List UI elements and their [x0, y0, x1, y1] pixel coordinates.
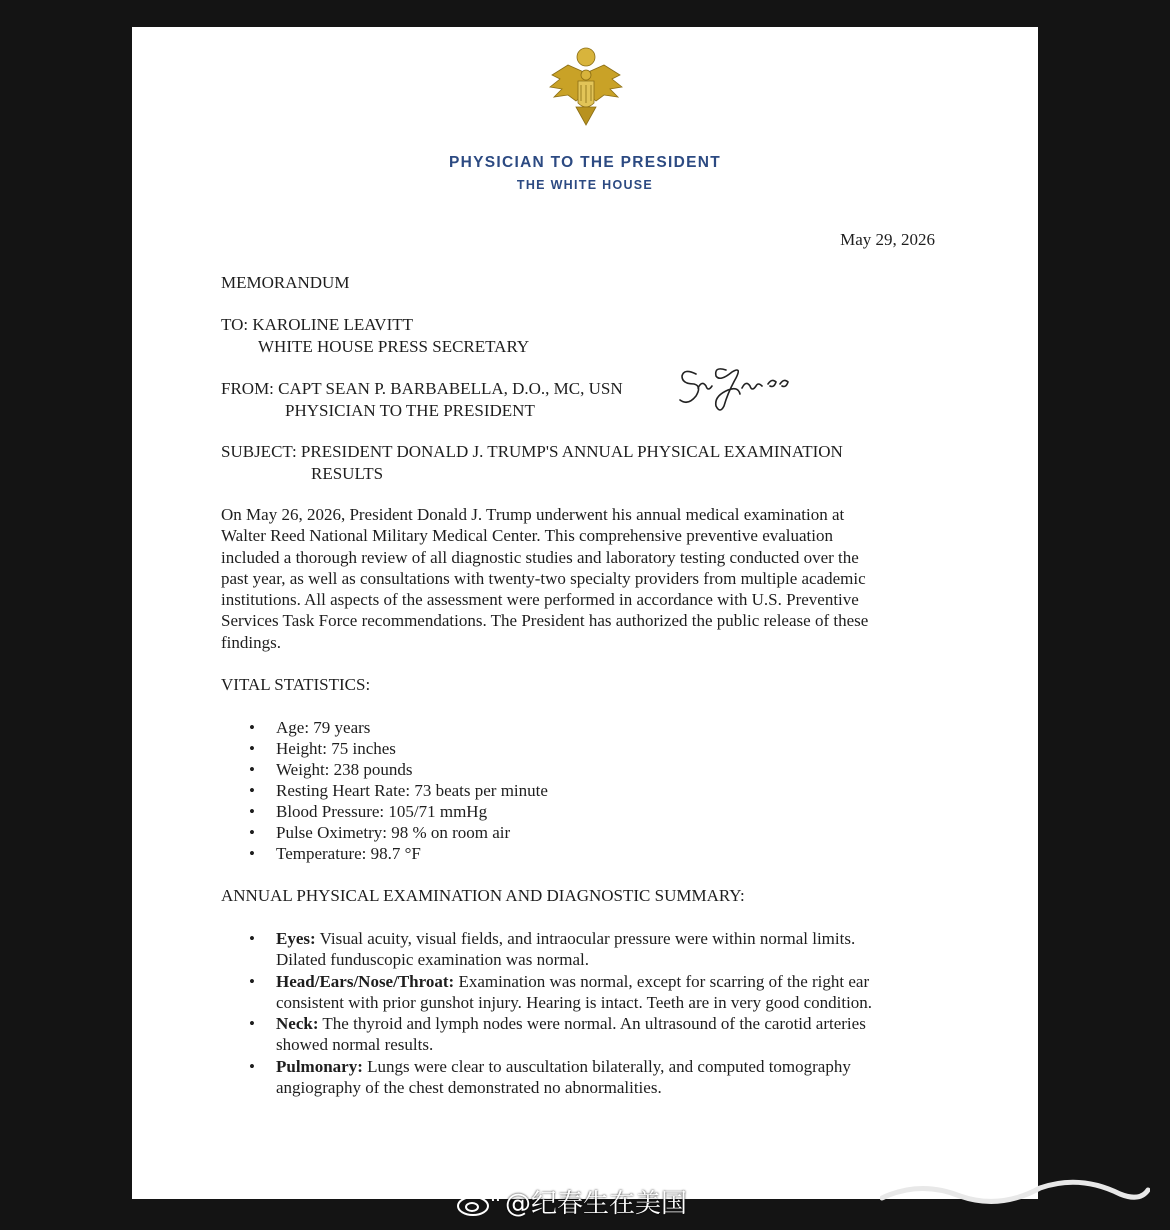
list-item	[221, 801, 548, 822]
list-item	[221, 717, 548, 738]
presidential-seal-icon	[546, 45, 626, 127]
subject-line-continued: RESULTS	[311, 464, 384, 483]
memo-label: MEMORANDUM	[221, 273, 350, 292]
exam-text-continued: angiography of the chest demonstrated no abnormalities.	[276, 1078, 662, 1098]
bullet-icon: •	[249, 1014, 255, 1034]
list-item	[221, 738, 548, 759]
memo-date: May 29, 2026	[840, 230, 935, 249]
exam-text-continued: consistent with prior gunshot injury. Hearing is intact. Teeth are in very good condition.	[276, 992, 873, 1012]
weibo-watermark	[455, 1183, 687, 1220]
list-item	[221, 928, 872, 971]
intro-line: Walter Reed National Military Medical Center. This comprehensive preventive evaluation	[221, 526, 834, 546]
list-item	[221, 822, 548, 843]
subject-line: SUBJECT: PRESIDENT DONALD J. TRUMP'S ANNUAL PHYSICAL EXAMINATION	[221, 442, 843, 461]
list-item	[221, 1056, 872, 1099]
vitals-list	[221, 717, 548, 864]
exam-label: Head/Ears/Nose/Throat:	[276, 971, 455, 991]
vitals-heading: VITAL STATISTICS:	[221, 675, 371, 694]
vital-text: Age: 79 years	[276, 718, 371, 737]
vital-text: Blood Pressure: 105/71 mmHg	[276, 802, 488, 821]
intro-line: Services Task Force recommendations. The President has authorized the public release of these	[221, 611, 869, 631]
intro-line: included a thorough review of all diagnostic studies and laboratory testing conducted over the	[221, 547, 859, 567]
exam-text: Lungs were clear to auscultation bilaterally, and computed tomography	[362, 1056, 851, 1076]
list-item	[221, 971, 872, 1014]
to-line: TO: KAROLINE LEAVITT	[221, 315, 414, 334]
intro-paragraph	[221, 504, 941, 653]
exam-heading: ANNUAL PHYSICAL EXAMINATION AND DIAGNOSTIC SUMMARY:	[221, 886, 745, 905]
signature-icon	[676, 362, 801, 414]
to-title-line: WHITE HOUSE PRESS SECRETARY	[258, 337, 530, 356]
list-item	[221, 759, 548, 780]
watermark-text: @纪春生在美国	[505, 1189, 688, 1219]
bullet-icon: •	[249, 823, 255, 842]
intro-line: institutions. All aspects of the assessment were performed in accordance with U.S. Preventive	[221, 590, 859, 610]
list-item	[221, 780, 548, 801]
bullet-icon: •	[249, 760, 255, 779]
bullet-icon: •	[249, 844, 255, 863]
exam-text-continued: Dilated funduscopic examination was normal.	[276, 950, 589, 970]
bullet-icon: •	[249, 1056, 255, 1076]
weibo-logo-icon	[455, 1187, 499, 1217]
exam-text: Examination was normal, except for scarring of the right ear	[454, 971, 870, 991]
exam-text: The thyroid and lymph nodes were normal. An ultrasound of the carotid arteries	[318, 1014, 866, 1034]
vital-text: Pulse Oximetry: 98 % on room air	[276, 823, 511, 842]
vital-text: Resting Heart Rate: 73 beats per minute	[276, 781, 548, 800]
from-line: FROM: CAPT SEAN P. BARBABELLA, D.O., MC, USN	[221, 379, 623, 398]
bullet-icon: •	[249, 739, 255, 758]
list-item	[221, 1013, 872, 1056]
exam-label: Eyes:	[276, 929, 316, 948]
letterhead-title: PHYSICIAN TO THE PRESIDENT	[448, 154, 722, 171]
exam-label: Pulmonary:	[276, 1056, 363, 1076]
exam-list	[221, 928, 872, 1098]
from-title-line: PHYSICIAN TO THE PRESIDENT	[285, 401, 535, 420]
intro-line: findings.	[221, 632, 281, 652]
intro-line: On May 26, 2026, President Donald J. Trump underwent his annual medical examination at	[221, 505, 845, 524]
exam-label: Neck:	[276, 1014, 319, 1034]
exam-text: Visual acuity, visual fields, and intraocular pressure were within normal limits.	[315, 929, 856, 948]
list-item	[221, 843, 548, 864]
exam-text-continued: showed normal results.	[276, 1035, 434, 1055]
scribble-mark-icon	[880, 1170, 1150, 1210]
letterhead-subtitle: THE WHITE HOUSE	[516, 178, 654, 192]
memo-page	[132, 27, 1038, 1199]
bullet-icon: •	[249, 802, 255, 821]
bullet-icon: •	[249, 718, 255, 737]
vital-text: Height: 75 inches	[276, 739, 396, 758]
bullet-icon: •	[249, 781, 255, 800]
bullet-icon: •	[249, 929, 255, 948]
intro-line: past year, as well as consultations with twenty-two specialty providers from multiple academic	[221, 568, 866, 588]
bullet-icon: •	[249, 971, 255, 991]
vital-text: Temperature: 98.7 °F	[276, 844, 421, 863]
vital-text: Weight: 238 pounds	[276, 760, 413, 779]
